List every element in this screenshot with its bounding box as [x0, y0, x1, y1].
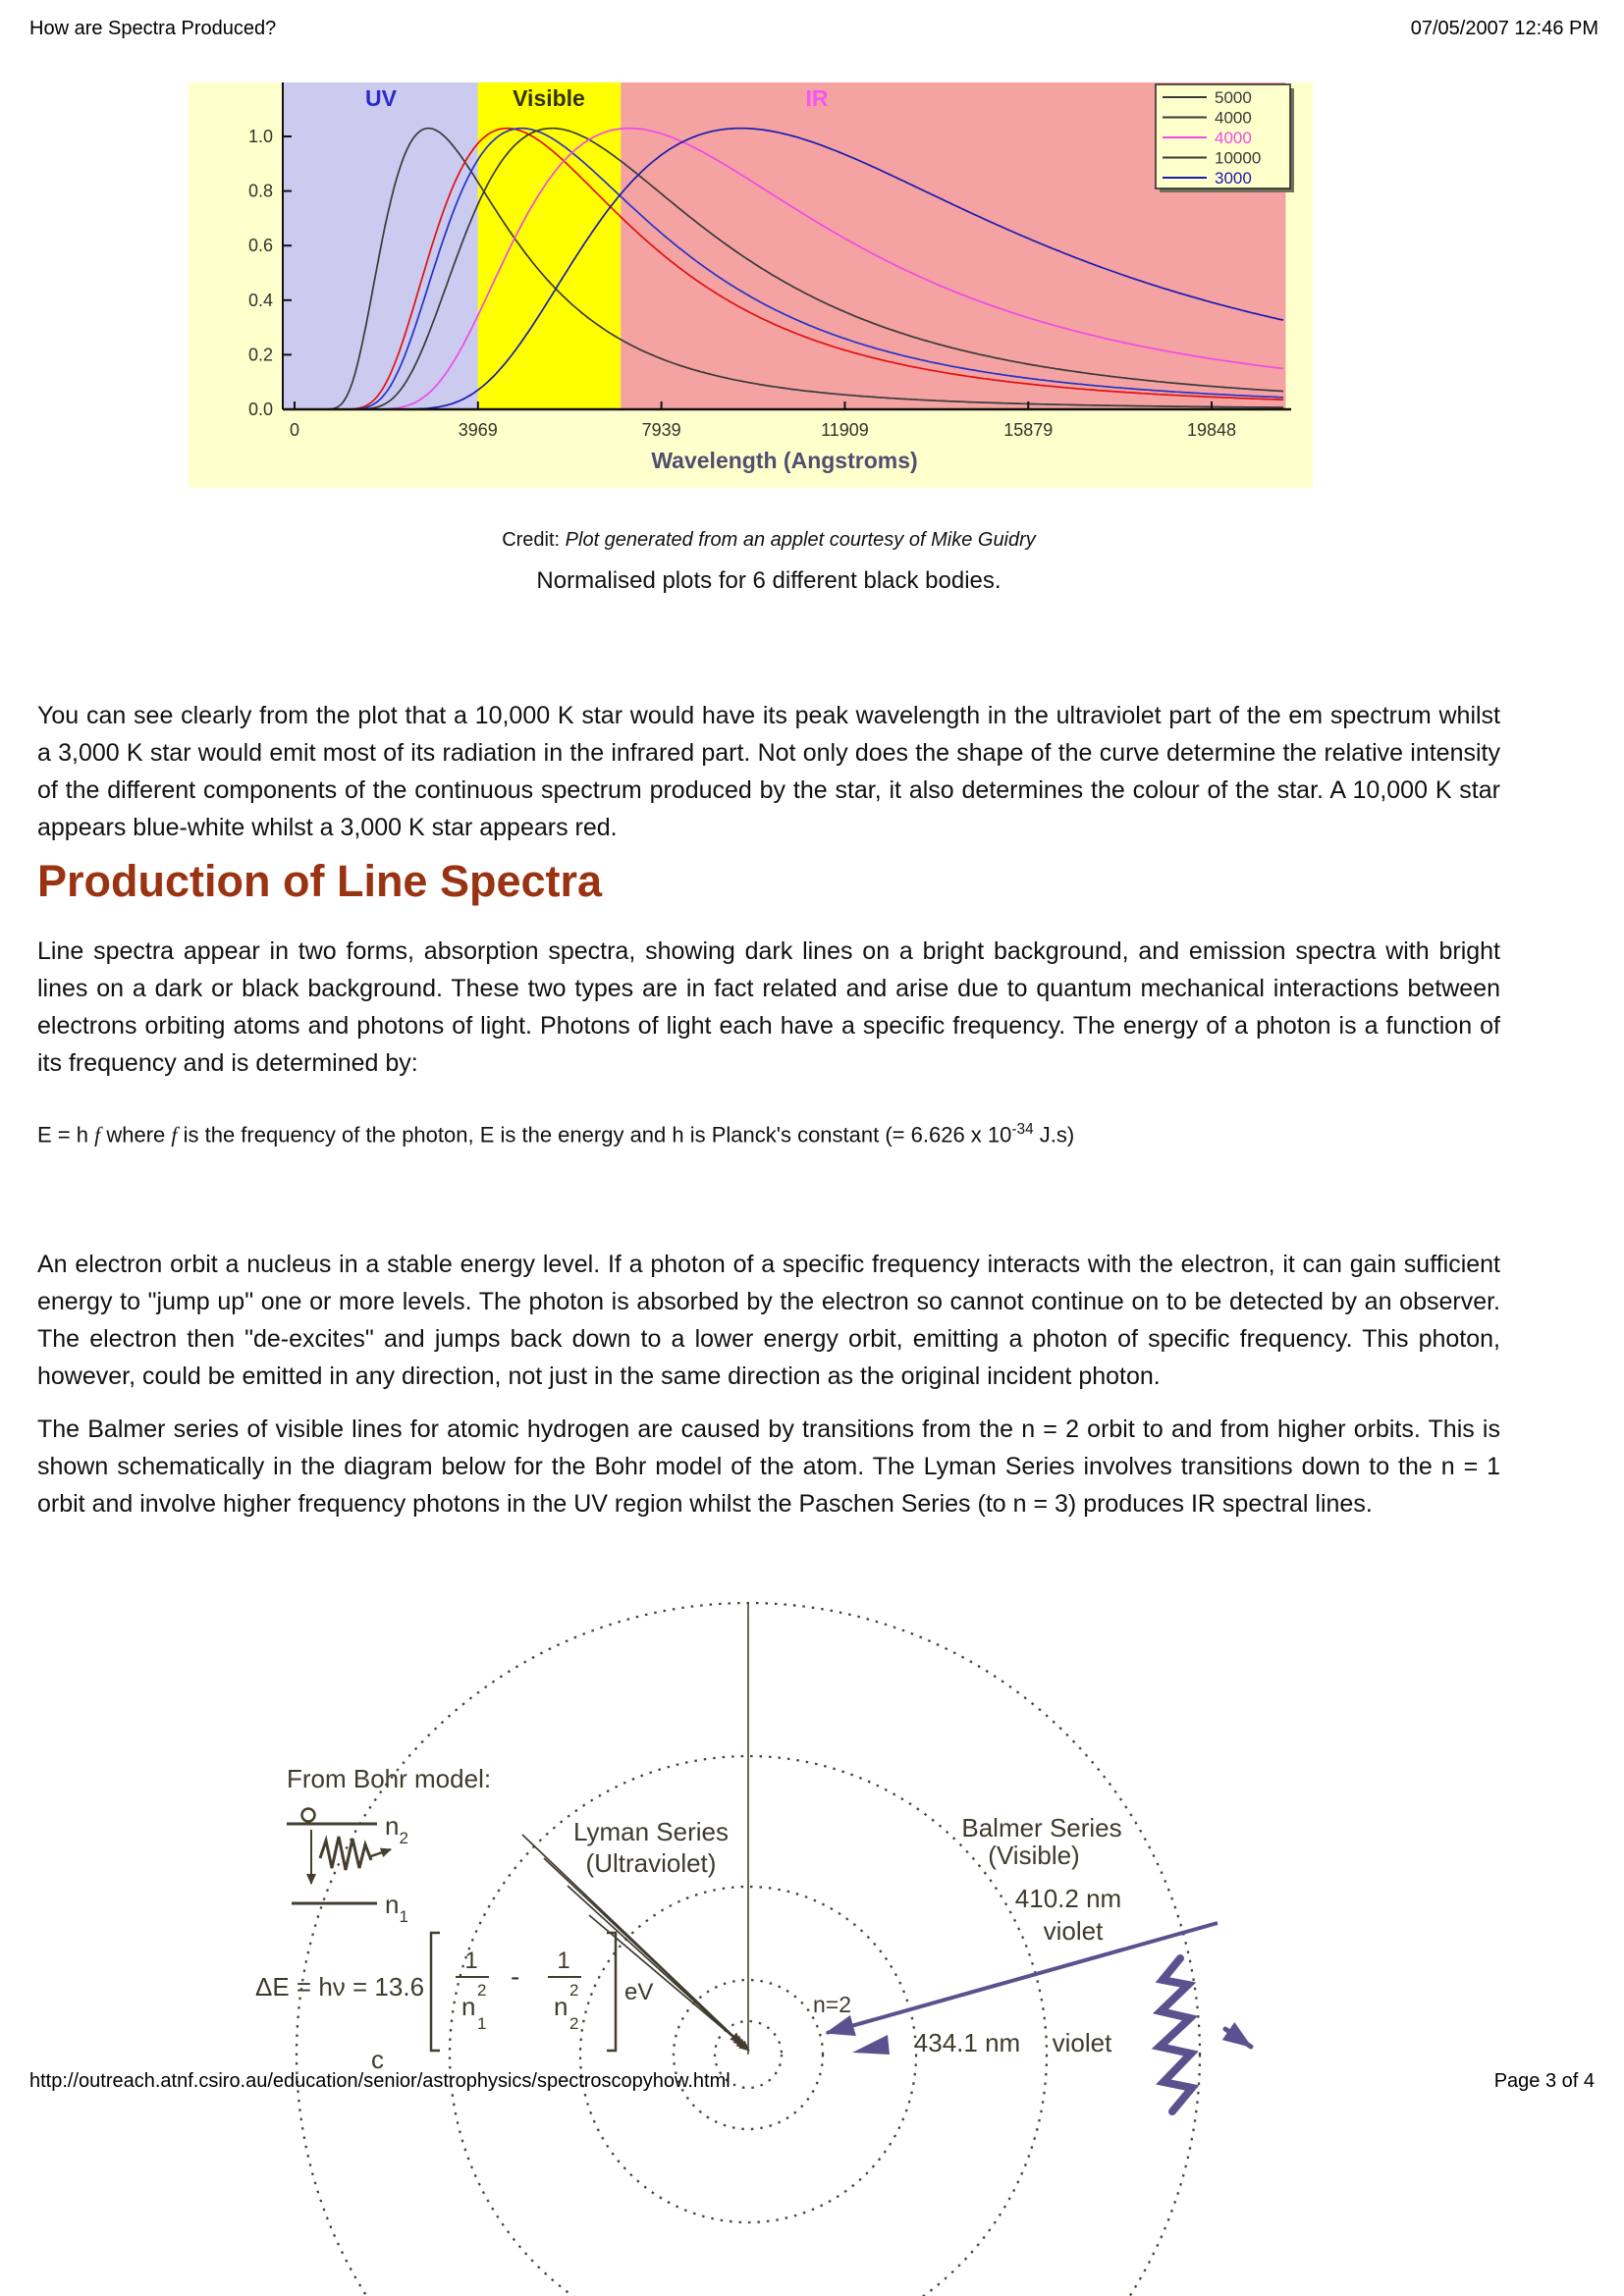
- y-tick-label: 0.4: [247, 290, 273, 310]
- electron-icon: [302, 1809, 315, 1822]
- y-tick-label: 0.2: [247, 345, 273, 365]
- clipped-text: c: [371, 2045, 384, 2075]
- n2-orbit-label: n=2: [813, 1992, 852, 2018]
- svg-text:2: 2: [569, 2014, 579, 2034]
- y-tick-label: 0.6: [247, 236, 273, 256]
- paragraph-balmer-series: The Balmer series of visible lines for atomic hydrogen are caused by transitions from the n = 2 orbit to and from higher orbits. This is shown schematically in the diagram below for the Bohr model of the atom. The Lyman Series involves transitions down to the n = 1 orbit and involve higher frequency photons in the UV region whilst the Paschen Series (to n = 3) produces IR spectral lines.: [37, 1415, 1500, 1519]
- lyman-series-label: Lyman Series: [573, 1817, 729, 1847]
- band-label-visible: Visible: [513, 85, 585, 111]
- rydberg-formula: [255, 1933, 653, 2074]
- svg-text:2: 2: [569, 1981, 579, 2001]
- energy-level-inset: [287, 1809, 391, 1904]
- page-title: How are Spectra Produced?: [29, 18, 277, 39]
- print-datetime: 07/05/2007 12:46 PM: [1410, 18, 1598, 39]
- n1-level-label: $n_1$: [385, 1890, 408, 1927]
- paragraph-line-spectra: Line spectra appear in two forms, absorption spectra, showing dark lines on a bright background, and emission spectra with bright lines on a dark or black background. These two types are in fact related and arise due to quantum mechanical interactions between electrons orbiting atoms and photons of light. Photons of light each have a specific frequency. The energy of a photon is a function of its frequency and is determined by:: [37, 937, 1500, 1077]
- left-bracket: [431, 1933, 440, 2051]
- source-url: http://outreach.atnf.csiro.au/education/senior/astrophysics/spectroscopyhow.html: [29, 2070, 731, 2093]
- y-tick-label: 1.0: [247, 127, 273, 146]
- balmer-series-label: Balmer Series: [961, 1813, 1122, 1843]
- svg-text:(Visible): (Visible): [988, 1841, 1080, 1871]
- svg-text:1: 1: [557, 1948, 570, 1975]
- frequency-symbol: f: [94, 1122, 101, 1148]
- paragraph-electron-orbit: An electron orbit a nucleus in a stable energy level. If a photon of a specific frequency interacts with the electron, it can gain sufficient energy to "jump up" one or more levels. The photon is absorbed by the electron so cannot continue on to be detected by an observer. The electron then "de-excites" and jumps back down to a lower energy orbit, emitting a photon of specific frequency. This photon, however, could be emitted in any direction, not just in the same direction as the original incident photon.: [37, 1251, 1500, 1391]
- x-tick-label: 11909: [821, 420, 869, 440]
- svg-text:n: n: [554, 1992, 568, 2022]
- bohr-diagram-image: [177, 1591, 1394, 2075]
- right-bracket: [607, 1933, 616, 2051]
- svg-text:(Ultraviolet): (Ultraviolet): [585, 1848, 717, 1879]
- blackbody-chart-figure: [189, 82, 1313, 488]
- blackbody-spectra-chart: [189, 82, 1313, 488]
- page-number: Page 3 of 4: [1493, 2070, 1595, 2093]
- photon-wave-icon: [320, 1837, 371, 1870]
- band-label-uv: UV: [365, 85, 397, 111]
- figure-credit: Credit: Plot generated from an applet courtesy of Mike Guidry: [502, 529, 1036, 551]
- figure-caption: Normalised plots for 6 different black bodies.: [536, 567, 1001, 594]
- svg-text:ΔE = hν = 13.6: ΔE = hν = 13.6: [255, 1972, 425, 2002]
- svg-text:violet: violet: [1043, 1916, 1104, 1947]
- paragraph-star-colour: You can see clearly from the plot that a 10,000 K star would have its peak wavelength in the ultraviolet part of the em spectrum whilst a 3,000 K star would emit most of its radiation in the infrared part. Not only does the shape of the curve determine the relative intensity of the different components of the continuous spectrum produced by the star, it also determines the colour of the star. A 10,000 K star appears blue-white whilst a 3,000 K star appears red.: [37, 702, 1500, 841]
- legend-label: 4000: [1215, 108, 1252, 128]
- svg-text:violet: violet: [1052, 2028, 1112, 2058]
- y-tick-label: 0.0: [247, 400, 273, 419]
- band-visible: [478, 82, 621, 409]
- legend-label: 4000: [1215, 129, 1252, 147]
- frequency-symbol: f: [171, 1122, 178, 1148]
- section-heading: Production of Line Spectra: [37, 856, 603, 906]
- bohr-model-label: From Bohr model:: [287, 1764, 492, 1794]
- svg-text:-: -: [511, 1961, 520, 1993]
- x-tick-label: 3969: [458, 420, 498, 440]
- svg-text:1: 1: [477, 2014, 487, 2034]
- svg-text:1: 1: [464, 1948, 478, 1975]
- y-tick-label: 0.8: [247, 181, 273, 201]
- wavelength-410-label: 410.2 nm: [1014, 1884, 1122, 1914]
- print-header: [0, 0, 1624, 40]
- svg-text:2: 2: [477, 1981, 487, 2001]
- bohr-model-diagram: [177, 1591, 1394, 2075]
- x-tick-label: 15879: [1003, 420, 1054, 440]
- balmer-transition-arrow: [827, 1923, 1218, 2033]
- band-label-ir: IR: [805, 85, 829, 111]
- x-tick-label: 19848: [1187, 420, 1237, 440]
- x-tick-label: 0: [289, 420, 300, 440]
- legend-label: 10000: [1215, 148, 1262, 168]
- legend-label: 5000: [1215, 88, 1252, 107]
- x-tick-label: 7939: [641, 420, 681, 440]
- print-footer: [0, 2070, 1624, 2093]
- wavelength-434-label: 434.1 nm: [913, 2028, 1021, 2058]
- clipped-purple-arrow: [852, 2035, 890, 2055]
- n2-level-label: $n_2$: [385, 1811, 408, 1848]
- svg-text:n: n: [461, 1992, 476, 2022]
- legend-label: 3000: [1215, 169, 1252, 187]
- exponent: -34: [1011, 1121, 1034, 1138]
- photon-energy-formula: E = h f where f is the frequency of the photon, E is the energy and h is Planck's constant (= 6.626 x $10^{-34}$ J.s): [37, 1121, 1075, 1148]
- x-axis-title: Wavelength (Angstroms): [651, 448, 918, 473]
- svg-text:eV: eV: [624, 1979, 654, 2006]
